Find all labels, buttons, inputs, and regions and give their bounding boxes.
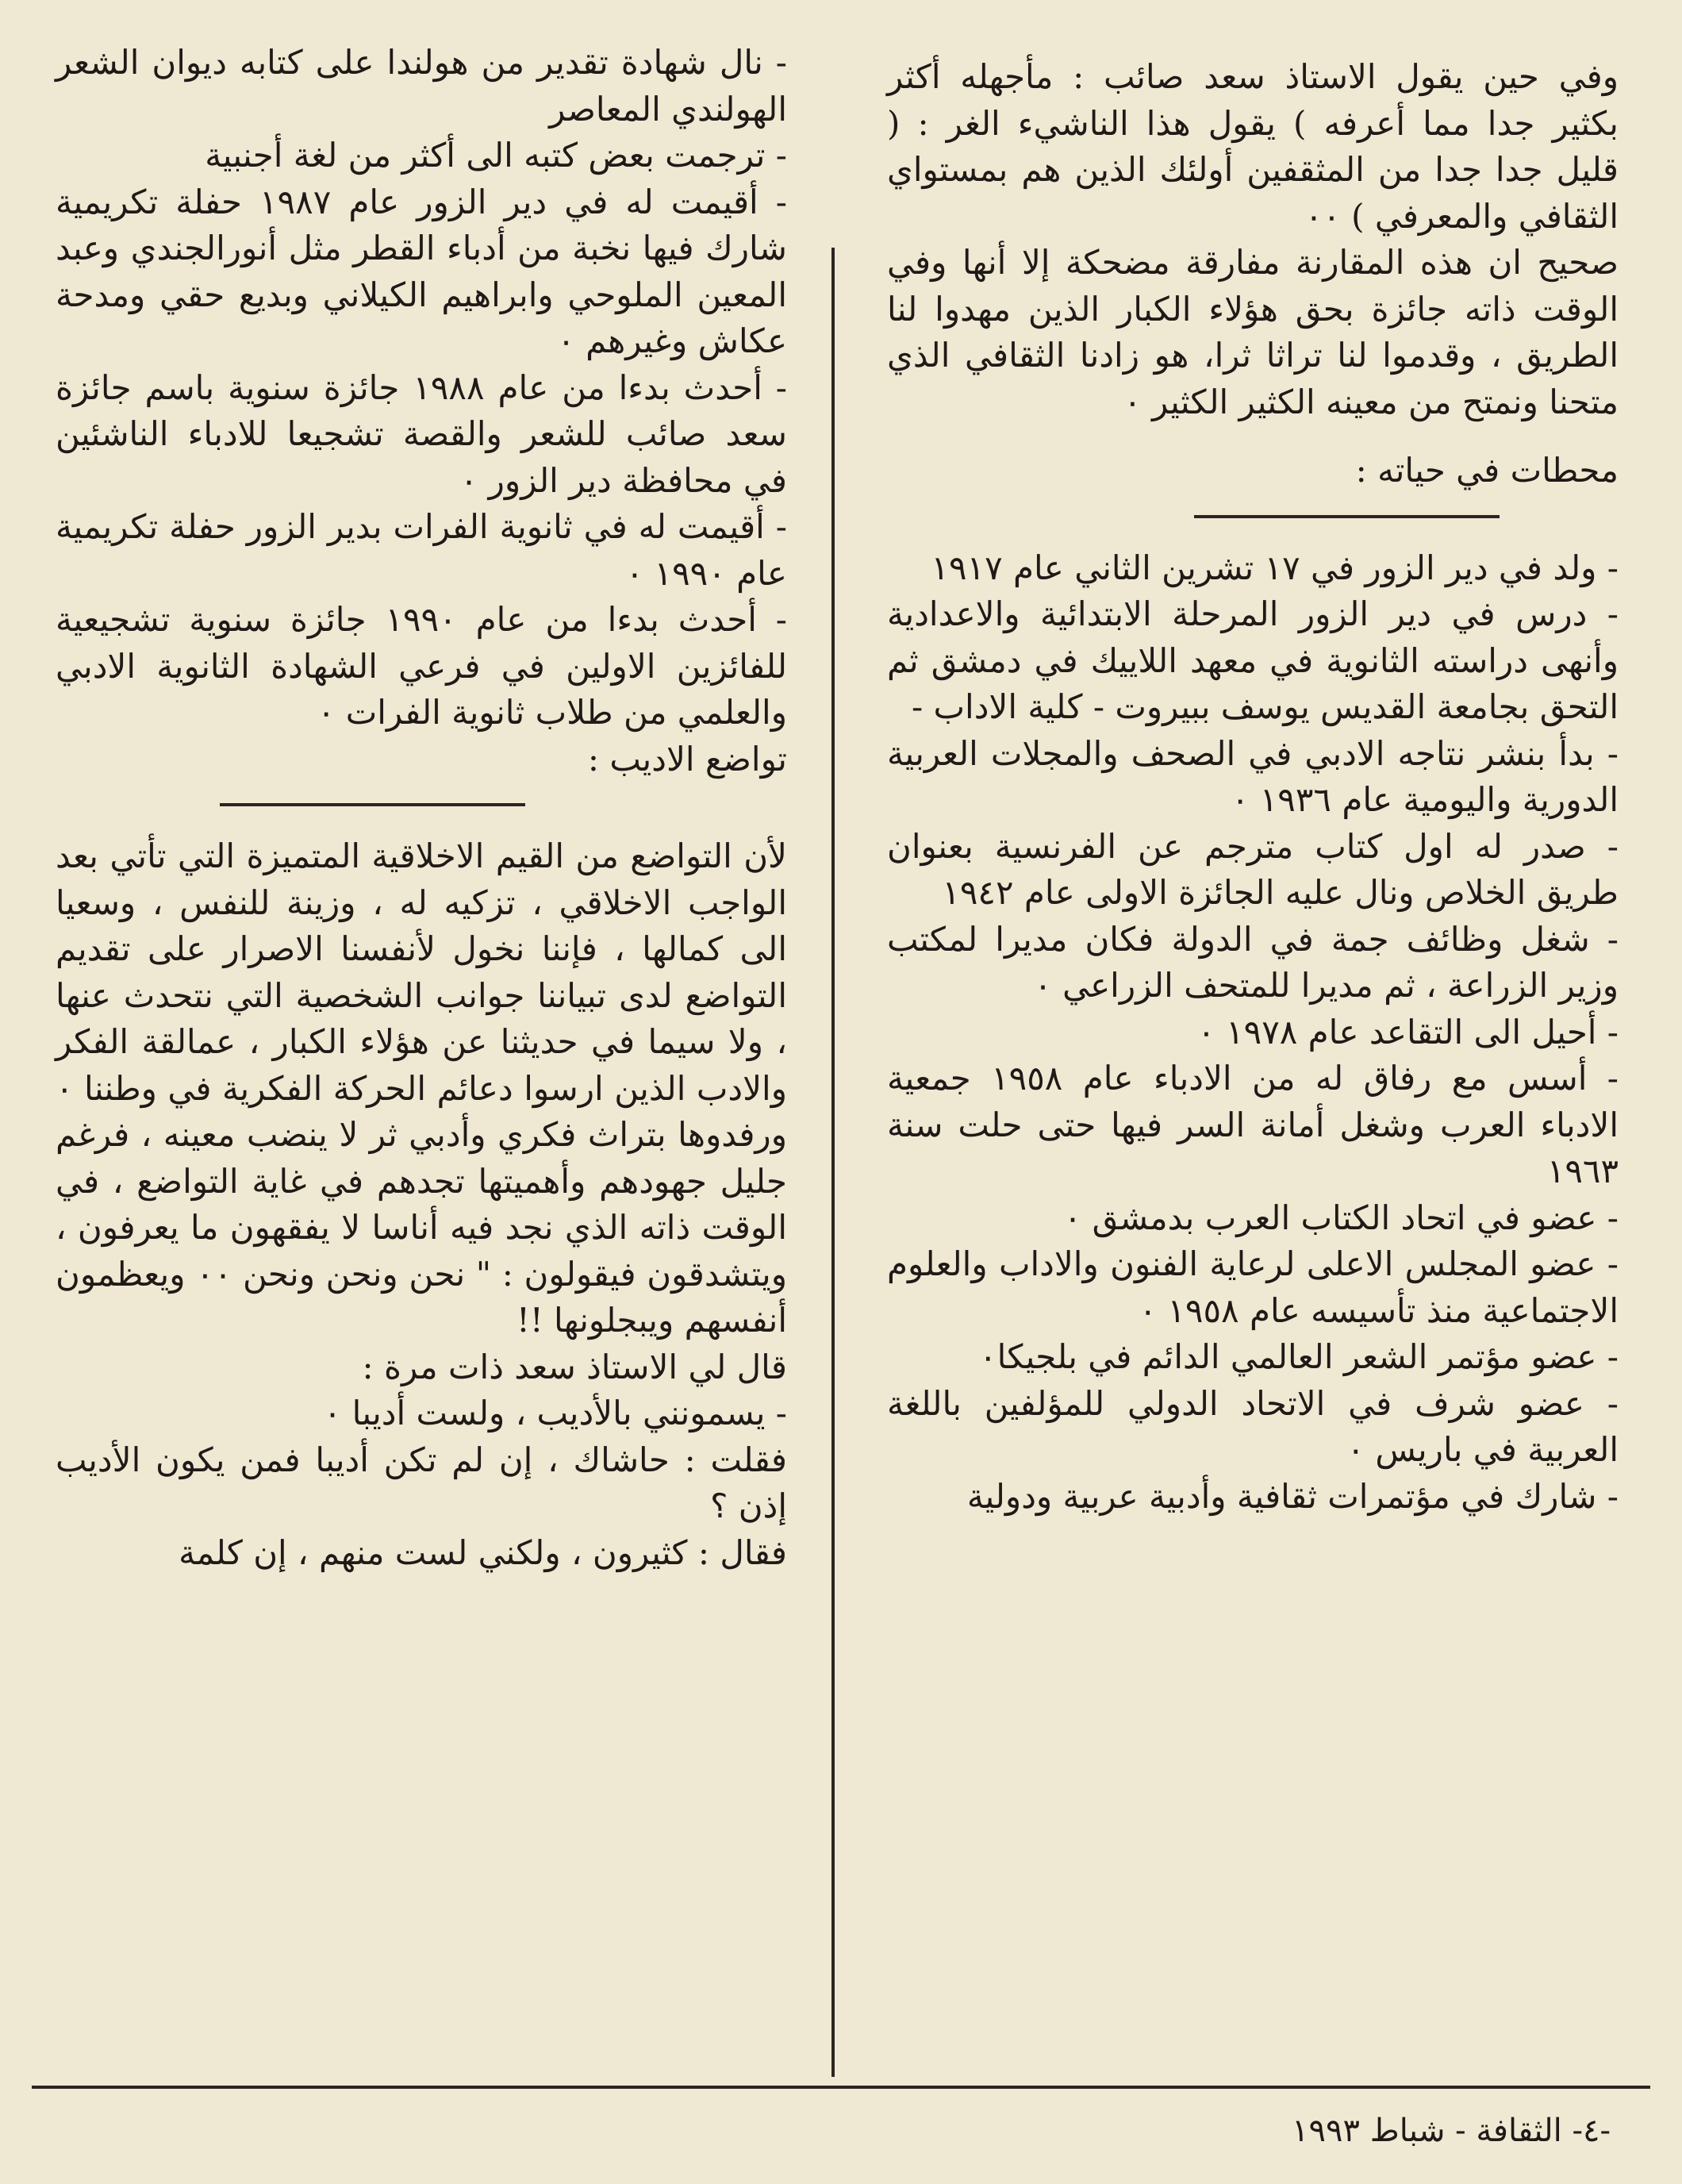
list-item: - عضو مؤتمر الشعر العالمي الدائم في بلجيكا٠	[979, 1337, 1619, 1376]
page-footer: -٤- الثقافة - شباط ١٩٩٣	[1292, 2113, 1611, 2149]
list-item: - نال شهادة تقدير من هولندا على كتابه ديوان الشعر الهولندي المعاصر	[56, 43, 787, 129]
list-item: - أحدث بدءا من عام ١٩٩٠ جائزة سنوية تشجيعية للفائزين الاولين في فرعي الشهادة الثانوية الادبي والعلمي من طلاب ثانوية الفرات ٠	[56, 600, 787, 732]
body-paragraph: لأن التواضع من القيم الاخلاقية المتميزة التي تأتي بعد الواجب الاخلاقي ، تزكيه له ، وزينة للنفس ، وسعيا الى كمالها ، فإننا نخول لأنفسنا الاصرار على تقديم التواضع لدى تبياننا جوانب الشخصية التي نتحدث عنها ، ولا سيما في حديثنا عن هؤلاء الكبار ، عمالقة الفكر والادب الذين ارسوا دعائم الحركة الفكرية في وطننا ٠ ورفدوها بتراث فكري وأدبي ثر لا ينضب معينه ، فرغم جليل جهودهم وأهميتها تجدهم في غاية التواضع ، في الوقت ذاته الذي نجد فيه أناسا لا يفقهون ما يعرفون ، ويتشدقون فيقولون : " نحن ونحن ونحن ٠٠ ويعظمون أنفسهم ويبجلونها !!	[56, 836, 788, 1340]
column-divider	[831, 248, 835, 2077]
heading-rule	[1194, 515, 1500, 518]
heading-rule	[220, 803, 525, 806]
list-item: - ولد في دير الزور في ١٧ تشرين الثاني عام ١٩١٧	[931, 548, 1619, 587]
body-paragraph: - يسمونني بالأديب ، ولست أديبا ٠	[323, 1394, 787, 1432]
body-paragraph: قال لي الاستاذ سعد ذات مرة :	[362, 1347, 787, 1386]
list-item: - شارك في مؤتمرات ثقافية وأدبية عربية ودولية	[966, 1476, 1619, 1516]
intro-paragraph: صحيح ان هذه المقارنة مفارقة مضحكة إلا أنها وفي الوقت ذاته جائزة بحق هؤلاء الكبار الذين مهدوا لنا الطريق ، وقدموا لنا تراثا ثرا، هو زادنا الثقافي الذي متحنا ونمتح من معينه الكثير الكثير ٠	[887, 243, 1619, 421]
section-heading: تواضع الاديب :	[587, 739, 787, 779]
section-heading: محطات في حياته :	[1355, 451, 1619, 490]
list-item: - أحدث بدءا من عام ١٩٨٨ جائزة سنوية باسم جائزة سعد صائب للشعر والقصة تشجيعا للادباء الناشئين في محافظة دير الزور ٠	[56, 367, 787, 500]
list-item: - أقيمت له في دير الزور عام ١٩٨٧ حفلة تكريمية شارك فيها نخبة من أدباء القطر مثل أنورالجندي وعبد المعين الملوحي وابراهيم الكيلاني وبديع حقي ومدحة عكاش وغيرهم ٠	[56, 182, 787, 360]
list-item: - صدر له اول كتاب مترجم عن الفرنسية بعنوان طريق الخلاص ونال عليه الجائزة الاولى عام ١٩٤٢	[887, 826, 1619, 912]
list-item: - شغل وظائف جمة في الدولة فكان مديرا لمكتب وزير الزراعة ، ثم مديرا للمتحف الزراعي ٠	[887, 919, 1619, 1005]
list-item: - أسس مع رفاق له من الادباء عام ١٩٥٨ جمعية الادباء العرب وشغل أمانة السر فيها حتى حلت سنة ١٩٦٣	[887, 1059, 1619, 1190]
list-item: - درس في دير الزور المرحلة الابتدائية والاعدادية وأنهى دراسته الثانوية في معهد اللاييك في دمشق ثم التحق بجامعة القديس يوسف ببيروت - كلية الاداب -	[887, 594, 1619, 726]
intro-paragraph: وفي حين يقول الاستاذ سعد صائب : مأجهله أكثر بكثير جدا مما أعرفه ) يقول هذا الناشيء الغر : ( قليل جدا جدا من المثقفين أولئك الذين هم بمستواي الثقافي والمعرفي ) ٠٠	[887, 57, 1619, 236]
body-paragraph: فقلت : حاشاك ، إن لم تكن أديبا فمن يكون الأديب إذن ؟	[56, 1440, 787, 1525]
list-item: - عضو شرف في الاتحاد الدولي للمؤلفين باللغة العربية في باريس ٠	[887, 1383, 1619, 1469]
list-item: - عضو المجلس الاعلى لرعاية الفنون والاداب والعلوم الاجتماعية منذ تأسيسه عام ١٩٥٨ ٠	[887, 1244, 1619, 1330]
list-item: - أحيل الى التقاعد عام ١٩٧٨ ٠	[1197, 1012, 1619, 1052]
right-column	[887, 54, 1619, 1520]
list-item: - ترجمت بعض كتبه الى أكثر من لغة أجنبية	[205, 136, 787, 175]
list-item: - عضو في اتحاد الكتاب العرب بدمشق ٠	[1063, 1198, 1619, 1237]
list-item: - بدأ بنشر نتاجه الادبي في الصحف والمجلات العربية الدورية واليومية عام ١٩٣٦ ٠	[887, 733, 1619, 819]
body-paragraph: فقال : كثيرون ، ولكني لست منهم ، إن كلمة	[179, 1532, 787, 1572]
left-column	[56, 40, 787, 1576]
footer-rule	[32, 2086, 1650, 2089]
list-item: - أقيمت له في ثانوية الفرات بدير الزور حفلة تكريمية عام ١٩٩٠ ٠	[56, 507, 787, 593]
